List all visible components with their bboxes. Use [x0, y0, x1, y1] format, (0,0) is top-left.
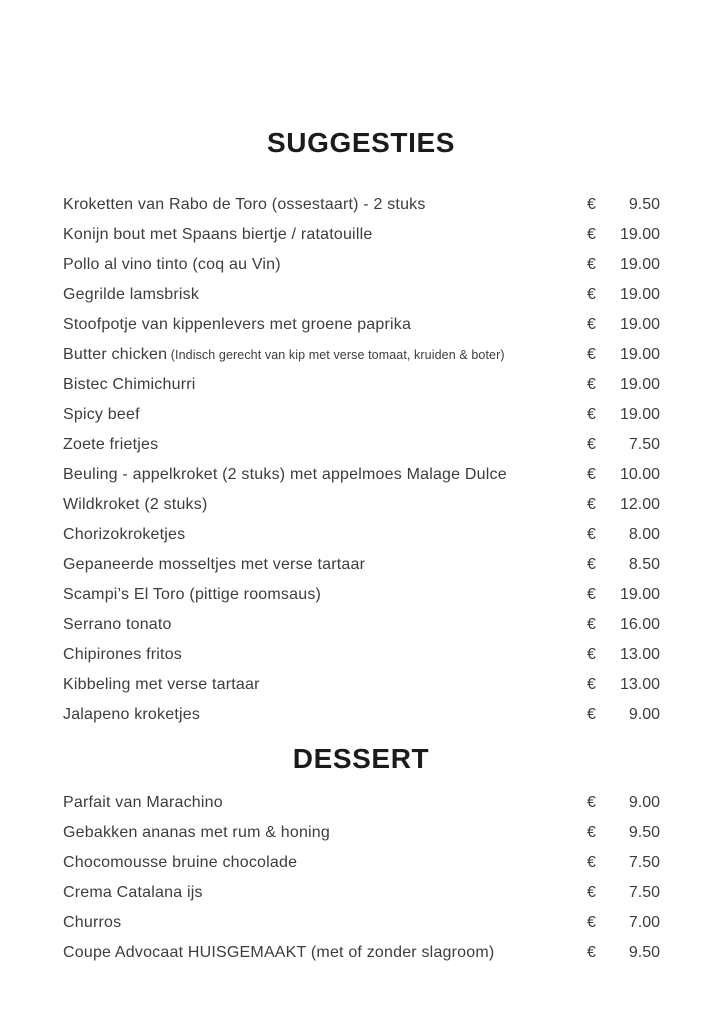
- currency-symbol: €: [587, 944, 596, 961]
- menu-item-row: [0, 250, 722, 280]
- item-price: 13.00: [619, 646, 660, 663]
- currency-symbol: €: [587, 466, 596, 483]
- item-price: 8.50: [628, 556, 660, 573]
- menu-item-row: [0, 370, 722, 400]
- item-price: 9.50: [628, 944, 660, 961]
- item-name: Chorizokroketjes: [63, 526, 186, 543]
- currency-symbol: €: [587, 914, 596, 931]
- item-note: (Indisch gerecht van kip met verse tomaat, kruiden & boter): [167, 348, 505, 362]
- menu-item-row: [0, 818, 722, 848]
- item-name: Kibbeling met verse tartaar: [63, 676, 260, 693]
- item-name: Gepaneerde mosseltjes met verse tartaar: [63, 556, 366, 573]
- section-title-dessert: DESSERT: [292, 743, 430, 774]
- currency-symbol: €: [587, 226, 596, 243]
- item-name: Jalapeno kroketjes: [63, 706, 201, 723]
- currency-symbol: €: [587, 406, 596, 423]
- currency-symbol: €: [587, 706, 596, 723]
- item-price: 7.50: [628, 854, 660, 871]
- item-price: 8.00: [628, 526, 660, 543]
- menu-item-row: [0, 878, 722, 908]
- currency-symbol: €: [587, 526, 596, 543]
- currency-symbol: €: [587, 854, 596, 871]
- item-name: Bistec Chimichurri: [63, 376, 196, 393]
- item-price: 19.00: [619, 256, 660, 273]
- menu-item-row: [0, 220, 722, 250]
- item-name: Gegrilde lamsbrisk: [63, 286, 200, 303]
- menu-item-row: [0, 848, 722, 878]
- item-name: Butter chicken (Indisch gerecht van kip met verse tomaat, kruiden & boter): [63, 346, 505, 363]
- item-name: Wildkroket (2 stuks): [63, 496, 208, 513]
- item-price: 12.00: [619, 496, 660, 513]
- item-name: Parfait van Marachino: [63, 794, 223, 811]
- currency-symbol: €: [587, 376, 596, 393]
- item-name: Chipirones fritos: [63, 646, 183, 663]
- item-price: 13.00: [619, 676, 660, 693]
- item-name: Chocomousse bruine chocolade: [63, 854, 298, 871]
- menu-item-row: [0, 580, 722, 610]
- menu-item-row: [0, 460, 722, 490]
- menu-item-list: [0, 788, 722, 968]
- item-name: Serrano tonato: [63, 616, 172, 633]
- item-price: 19.00: [619, 346, 660, 363]
- currency-symbol: €: [587, 316, 596, 333]
- item-price: 19.00: [619, 586, 660, 603]
- item-name: Coupe Advocaat HUISGEMAAKT (met of zonder slagroom): [63, 944, 495, 961]
- menu-item-row: [0, 788, 722, 818]
- item-price: 7.50: [628, 884, 660, 901]
- item-name: Zoete frietjes: [63, 436, 159, 453]
- item-name: Pollo al vino tinto (coq au Vin): [63, 256, 281, 273]
- menu-item-list: [0, 190, 722, 730]
- menu-item-row: [0, 490, 722, 520]
- menu-item-row: [0, 340, 722, 370]
- item-price: 19.00: [619, 286, 660, 303]
- item-name: Gebakken ananas met rum & honing: [63, 824, 331, 841]
- currency-symbol: €: [587, 556, 596, 573]
- menu-item-row: [0, 700, 722, 730]
- menu-item-row: [0, 670, 722, 700]
- currency-symbol: €: [587, 286, 596, 303]
- menu-item-row: [0, 430, 722, 460]
- currency-symbol: €: [587, 256, 596, 273]
- item-price: 7.00: [628, 914, 660, 931]
- item-price: 19.00: [619, 406, 660, 423]
- item-price: 9.50: [628, 824, 660, 841]
- menu-item-row: [0, 908, 722, 938]
- currency-symbol: €: [587, 646, 596, 663]
- item-price: 19.00: [619, 226, 660, 243]
- menu-item-row: [0, 550, 722, 580]
- item-price: 9.00: [628, 794, 660, 811]
- item-name: Konijn bout met Spaans biertje / ratatouille: [63, 226, 373, 243]
- currency-symbol: €: [587, 346, 596, 363]
- menu-item-row: [0, 520, 722, 550]
- item-name: Stoofpotje van kippenlevers met groene paprika: [63, 316, 412, 333]
- item-price: 19.00: [619, 316, 660, 333]
- currency-symbol: €: [587, 824, 596, 841]
- item-price: 9.00: [628, 706, 660, 723]
- section-title-suggesties: SUGGESTIES: [266, 127, 456, 158]
- menu-item-row: [0, 280, 722, 310]
- currency-symbol: €: [587, 794, 596, 811]
- item-name: Kroketten van Rabo de Toro (ossestaart) - 2 stuks: [63, 196, 426, 213]
- menu-item-row: [0, 310, 722, 340]
- currency-symbol: €: [587, 496, 596, 513]
- menu-item-row: [0, 640, 722, 670]
- item-price: 19.00: [619, 376, 660, 393]
- menu-item-row: [0, 610, 722, 640]
- currency-symbol: €: [587, 616, 596, 633]
- item-price: 10.00: [619, 466, 660, 483]
- item-name: Scampi’s El Toro (pittige roomsaus): [63, 586, 322, 603]
- menu-item-row: [0, 190, 722, 220]
- currency-symbol: €: [587, 586, 596, 603]
- currency-symbol: €: [587, 676, 596, 693]
- item-price: 9.50: [628, 196, 660, 213]
- item-name: Spicy beef: [63, 406, 140, 423]
- menu-item-row: [0, 400, 722, 430]
- item-name: Crema Catalana ijs: [63, 884, 203, 901]
- currency-symbol: €: [587, 884, 596, 901]
- menu-item-row: [0, 938, 722, 968]
- item-name: Beuling - appelkroket (2 stuks) met appelmoes Malage Dulce: [63, 466, 507, 483]
- currency-symbol: €: [587, 436, 596, 453]
- item-price: 7.50: [628, 436, 660, 453]
- currency-symbol: €: [587, 196, 596, 213]
- item-name: Churros: [63, 914, 122, 931]
- item-price: 16.00: [619, 616, 660, 633]
